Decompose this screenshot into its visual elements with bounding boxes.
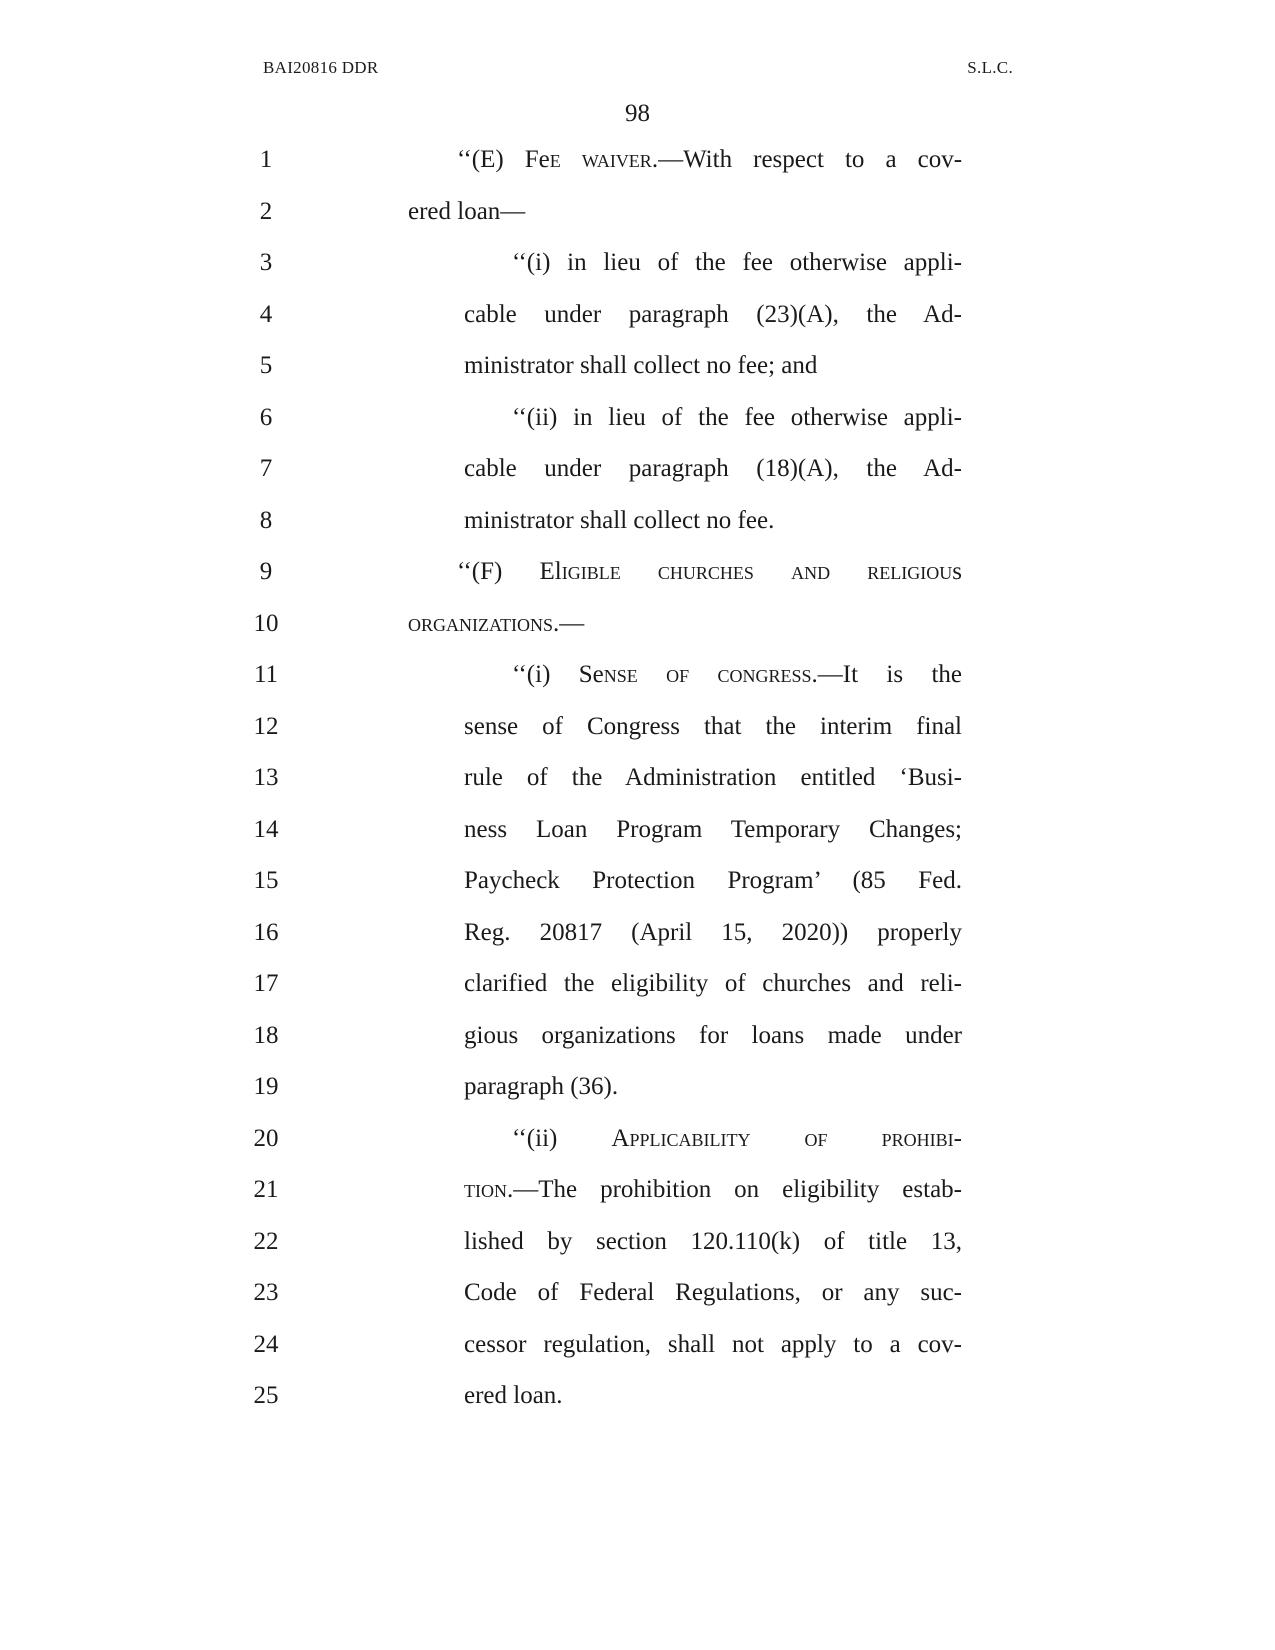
line-text: cable under paragraph (23)(A), the Ad- — [464, 300, 962, 328]
line-number: 16 — [253, 918, 279, 946]
line-text: sense of Congress that the interim final — [464, 712, 962, 740]
line-number: 25 — [253, 1382, 279, 1409]
line-text: ered loan. — [464, 1382, 563, 1409]
line-number: 20 — [253, 1124, 279, 1152]
line-text: gious organizations for loans made under — [464, 1021, 962, 1049]
bill-line — [0, 1170, 1275, 1210]
bill-line — [0, 1222, 1275, 1262]
bill-line — [0, 501, 1275, 541]
line-number: 17 — [253, 970, 279, 997]
bill-line — [0, 1273, 1275, 1313]
line-text: ministrator shall collect no fee; and — [464, 352, 818, 379]
line-text: ministrator shall collect no fee. — [464, 506, 775, 534]
bill-line — [0, 140, 1275, 180]
line-text: paragraph (36). — [464, 1073, 619, 1100]
line-text: ered loan— — [408, 197, 526, 225]
bill-line — [0, 861, 1275, 901]
bill-line — [0, 655, 1275, 695]
bill-line — [0, 758, 1275, 798]
bill-line — [0, 964, 1275, 1004]
line-number: 13 — [253, 764, 279, 791]
line-text: ‘‘(i) in lieu of the fee otherwise appli- — [512, 249, 962, 276]
line-text: cessor regulation, shall not apply to a cov- — [464, 1330, 962, 1358]
line-text: ‘‘(ii) Applicability of prohibi- — [512, 1124, 962, 1152]
bill-line — [0, 810, 1275, 850]
line-text: Reg. 20817 (April 15, 2020)) properly — [464, 918, 962, 946]
bill-line — [0, 295, 1275, 335]
line-number: 9 — [259, 558, 273, 585]
line-text: ‘‘(E) Fee waiver.—With respect to a cov- — [457, 146, 962, 173]
line-number: 11 — [253, 661, 279, 688]
line-number: 19 — [253, 1073, 279, 1100]
line-number: 7 — [259, 455, 273, 482]
line-text: Code of Federal Regulations, or any suc- — [464, 1279, 962, 1306]
document-code: S.L.C. — [967, 58, 1013, 77]
line-number: 24 — [253, 1330, 279, 1358]
line-number: 5 — [259, 352, 273, 379]
line-number: 23 — [253, 1279, 279, 1306]
line-number: 3 — [259, 249, 273, 276]
line-number: 18 — [253, 1021, 279, 1049]
bill-line — [0, 604, 1275, 644]
line-text: ‘‘(F) Eligible churches and religious — [457, 558, 962, 585]
bill-line — [0, 707, 1275, 747]
line-text: cable under paragraph (18)(A), the Ad- — [464, 455, 962, 482]
line-number: 21 — [253, 1176, 279, 1203]
bill-line — [0, 449, 1275, 489]
line-text: ness Loan Program Temporary Changes; — [464, 815, 962, 843]
line-text: Paycheck Protection Program’ (85 Fed. — [464, 867, 962, 894]
bill-line — [0, 1325, 1275, 1365]
bill-line — [0, 1016, 1275, 1056]
line-text: organizations.— — [408, 609, 585, 637]
document-id: BAI20816 DDR — [263, 58, 379, 77]
line-number: 15 — [253, 867, 279, 894]
bill-line — [0, 192, 1275, 232]
line-text: clarified the eligibility of churches and reli- — [464, 970, 962, 997]
bill-line — [0, 1119, 1275, 1159]
line-number: 10 — [253, 609, 279, 637]
bill-line — [0, 913, 1275, 953]
page-number: 98 — [625, 100, 650, 127]
line-number: 8 — [259, 506, 273, 534]
line-text: ‘‘(ii) in lieu of the fee otherwise appli- — [512, 403, 962, 431]
bill-line — [0, 1067, 1275, 1107]
line-text: lished by section 120.110(k) of title 13, — [464, 1227, 962, 1255]
bill-line — [0, 346, 1275, 386]
bill-line — [0, 243, 1275, 283]
line-text: ‘‘(i) Sense of congress.—It is the — [512, 661, 962, 688]
line-number: 6 — [259, 403, 273, 431]
line-text: tion.—The prohibition on eligibility estab- — [464, 1176, 962, 1203]
line-number: 2 — [259, 197, 273, 225]
line-number: 14 — [253, 815, 279, 843]
bill-line — [0, 398, 1275, 438]
line-number: 22 — [253, 1227, 279, 1255]
line-number: 1 — [259, 146, 273, 173]
line-number: 12 — [253, 712, 279, 740]
line-text: rule of the Administration entitled ‘Busi- — [464, 764, 962, 791]
bill-line — [0, 1376, 1275, 1416]
bill-line — [0, 552, 1275, 592]
line-number: 4 — [259, 300, 273, 328]
